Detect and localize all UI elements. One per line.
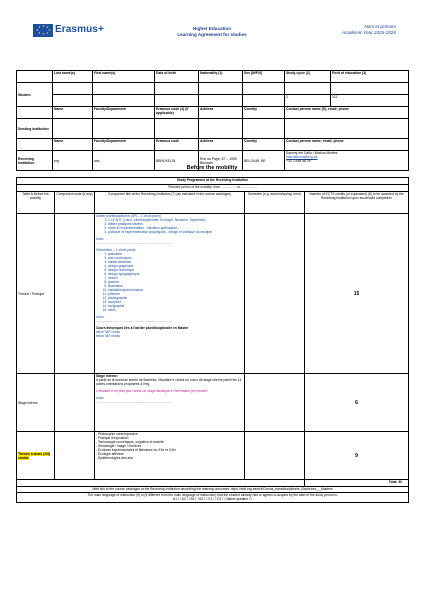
header-nationality: Nationality (1) bbox=[199, 71, 243, 83]
row-theorie-choix-credits: 9 bbox=[305, 432, 409, 480]
course-catalogue-weblink[interactable]: Web link to the course catalogue at the Receiving Institution describing the learning outcomes: https://wiki.erg.be/m/#Cursus_transdisciplinaire_Bachelors_-_Masters bbox=[17, 487, 409, 493]
list-item: 1. L.I.E.N.S. (Lieux, interdisciplinarité, Écologie, Néosérie, Systèmes) bbox=[108, 218, 243, 222]
list-item: - Écologie affective bbox=[96, 452, 124, 456]
orientation-list bbox=[96, 252, 243, 312]
nationality-value bbox=[199, 83, 243, 95]
header-line-2: Learning Agreement for studies bbox=[177, 32, 247, 37]
row-theorie-pratique-content bbox=[95, 214, 245, 374]
list-item: 6. design typographique bbox=[108, 272, 243, 276]
document-header-right bbox=[316, 24, 396, 36]
atelier-choice-label: choix : bbox=[96, 237, 106, 241]
header-study-cycle: Study cycle (2) bbox=[285, 71, 331, 83]
list-item: 5. design numérique bbox=[108, 268, 243, 272]
row-stage-interne-content bbox=[95, 374, 245, 432]
row-stage-interne-credits: 6 bbox=[305, 374, 409, 432]
sending-header-faculty: Faculty/Department bbox=[93, 107, 155, 119]
list-item: 11. peinture bbox=[108, 292, 243, 296]
header-sex: Sex [M/F/X] bbox=[243, 71, 285, 83]
study-cycle: 2 bbox=[285, 95, 331, 107]
sending-header-erasmus-code: Erasmus code (4) (if applicable) bbox=[155, 107, 199, 119]
header-first-name: First name(s) bbox=[93, 71, 155, 83]
total-credits: Total: 30 bbox=[305, 480, 409, 487]
receiving-header-name: Name bbox=[53, 139, 93, 151]
list-item: - Philosophie contemporaine bbox=[96, 432, 138, 436]
dob-value bbox=[155, 83, 199, 95]
stage-choice-label: choix bbox=[96, 396, 104, 400]
erasmus-logo-text: Erasmus+ bbox=[55, 24, 104, 35]
student-label: Student bbox=[17, 83, 53, 107]
list-item: 12. photographie bbox=[108, 296, 243, 300]
stage-choice-line[interactable]: …………………………………………………………… bbox=[96, 400, 172, 404]
language-competence bbox=[17, 493, 409, 503]
receiving-name: erg bbox=[53, 151, 93, 171]
sending-institution-label: Sending Institution bbox=[17, 119, 53, 139]
receiving-header-faculty: Faculty/Department bbox=[93, 139, 155, 151]
receiving-contact-name: Sammy del Gallo / Monica Montes bbox=[286, 151, 338, 155]
list-item: - Écritures expérimentales et littérature du XXe et XXIe bbox=[96, 448, 177, 452]
language-footnote: The main language of instruction (9) in (if different from the main language of instruction) that the student already has or agrees to acquire by the start of the study period is: bbox=[87, 493, 338, 497]
row-theorie-choix-label: Théorie à choix (2/3) choisir bbox=[17, 432, 55, 480]
list-item: 1. animation bbox=[108, 252, 243, 256]
list-item: 7. dessin bbox=[108, 276, 243, 280]
receiving-erasmus-code: BBRUXEL91 bbox=[155, 151, 199, 171]
sending-header-contact: Contact person name (5); email; phone bbox=[285, 107, 409, 119]
list-item: 4. politique et expérimentation graphiques - design et politique du multiple bbox=[108, 230, 243, 234]
receiving-header-country: Country bbox=[243, 139, 285, 151]
list-item: - Pratique d'exposition bbox=[96, 436, 129, 440]
document-header-center bbox=[150, 26, 274, 38]
list-item: - Technologie numériques, cognition et société bbox=[96, 440, 164, 444]
header-field-of-education: Field of education (3) bbox=[331, 71, 409, 83]
stage-warning: L'étudiant·e ne peut pas choisir un stage identique à l'orientation (et) choisie. bbox=[96, 389, 208, 393]
header-date-of-birth: Date of birth bbox=[155, 71, 199, 83]
list-item: 3. bande dessinée bbox=[108, 260, 243, 264]
field-of-education: 211 bbox=[331, 95, 409, 107]
list-item: 10. installation/performance bbox=[108, 288, 243, 292]
list-item: 13. sculpture bbox=[108, 300, 243, 304]
sending-header-name: Name bbox=[53, 107, 93, 119]
ects-header: Number of ECTS credits (or equivalent) (8) to be awarded by the Receiving Institution upon successful completion bbox=[305, 192, 409, 214]
receiving-contact-email[interactable]: international@erg.be bbox=[286, 155, 318, 159]
last-name-value bbox=[53, 83, 93, 95]
header-line-1: Higher Education bbox=[192, 26, 232, 31]
list-item: - Épistémologies des arts bbox=[96, 456, 134, 460]
receiving-header-address: Address bbox=[199, 139, 243, 151]
component-code-header: Component code (if any) bbox=[55, 192, 95, 214]
receiving-header-erasmus-code: Erasmus code bbox=[155, 139, 199, 151]
stage-heading: Stage interne: bbox=[96, 374, 118, 378]
list-item: 9. illustration bbox=[108, 284, 243, 288]
orientation-choice-label: choix : bbox=[96, 315, 106, 319]
table-a-header: Table A Before the mobility bbox=[17, 192, 55, 214]
study-programme-title: Study Programme at the Receiving Institution bbox=[17, 178, 409, 185]
sex-value bbox=[243, 83, 285, 95]
row-theorie-pratique-credits: 15 bbox=[305, 214, 409, 374]
sending-header-address: Address bbox=[199, 107, 243, 119]
component-title-header: Component title at the Receiving Institution (7) (as indicated in the course catalogue) bbox=[95, 192, 245, 214]
study-programme-table bbox=[16, 177, 409, 503]
orientation-heading: Orientation – 1 choix parmi bbox=[96, 248, 136, 252]
list-item: 15. vidéo bbox=[108, 308, 243, 312]
academic-year: Academic Year 2025-2026 bbox=[341, 30, 396, 35]
cours-item-2: selon l'AP choisi bbox=[96, 334, 120, 338]
sending-header-country: Country bbox=[243, 107, 285, 119]
row-theorie-pratique-label: Théorie / Pratique bbox=[17, 214, 55, 374]
eu-flag-icon: ★ ★ ★ ★ ★ ★ ★ ★ bbox=[33, 24, 53, 37]
list-item: 2. atelier pratiques situées bbox=[108, 222, 243, 226]
stage-text: A partir de la seconde année de Bachelor, l'étudiant·e choisit un cours de stage interne parmi les 14 autres orientations proposées à l'erg. bbox=[96, 378, 242, 386]
first-name-value bbox=[93, 83, 155, 95]
cours-item-1: selon l'AP choisi bbox=[96, 330, 120, 334]
receiving-address: Rue du Page, 87 – 1050 Brussels bbox=[199, 151, 243, 171]
atelier-list bbox=[96, 218, 243, 234]
receiving-country: BELGIUM, BE bbox=[243, 151, 285, 171]
header-last-name: Last name(s) bbox=[53, 71, 93, 83]
language-levels[interactable]: A1 ☐ A2 ☐ B1 ☐ B2 ☐ C1 ☐ C2 ☐ Native speaker ☐ bbox=[173, 497, 252, 501]
list-item: 14. sérigraphie bbox=[108, 304, 243, 308]
semester-header: Semester (e.g. autumn/spring; term) bbox=[245, 192, 305, 214]
atelier-choice-line[interactable]: …………………………………………………………… bbox=[96, 241, 172, 245]
receiving-header-contact: Contact person name; email; phone bbox=[285, 139, 409, 151]
orientation-choice-line[interactable]: …………………………………………………………… bbox=[96, 319, 172, 323]
cours-theoriques-heading: Cours théoriques liés à l'atelier pluridisciplinaire en Master bbox=[96, 326, 189, 330]
list-item: 3. récits et expérimentation - narration spéculative - bbox=[108, 226, 243, 230]
list-item: - Sémiologie / image / Archives bbox=[96, 444, 142, 448]
student-institutions-table bbox=[16, 70, 409, 171]
receiving-institution-label: Receiving Institution bbox=[17, 151, 53, 171]
row-stage-interne-label: Stage interne bbox=[17, 374, 55, 432]
receiving-faculty: arts bbox=[93, 151, 155, 171]
row-theorie-choix-content bbox=[95, 432, 245, 480]
receiving-contact-phone: +32 2 538 98 29 bbox=[286, 159, 311, 163]
field-of-education-value bbox=[331, 83, 409, 95]
list-item: 2. arts numériques bbox=[108, 256, 243, 260]
study-cycle-value bbox=[285, 83, 331, 95]
before-mobility-title: Before the mobility bbox=[186, 165, 238, 171]
planned-period: Planned period of the mobility: from ................. to ................. bbox=[17, 185, 409, 192]
student-name-label: Nom et prénom bbox=[364, 24, 396, 29]
atelier-heading: Atelier pluridisciplinaire (AP) – 1 choix parmi bbox=[96, 214, 161, 218]
list-item: 4. design graphique bbox=[108, 264, 243, 268]
list-item: 8. gravure bbox=[108, 280, 243, 284]
